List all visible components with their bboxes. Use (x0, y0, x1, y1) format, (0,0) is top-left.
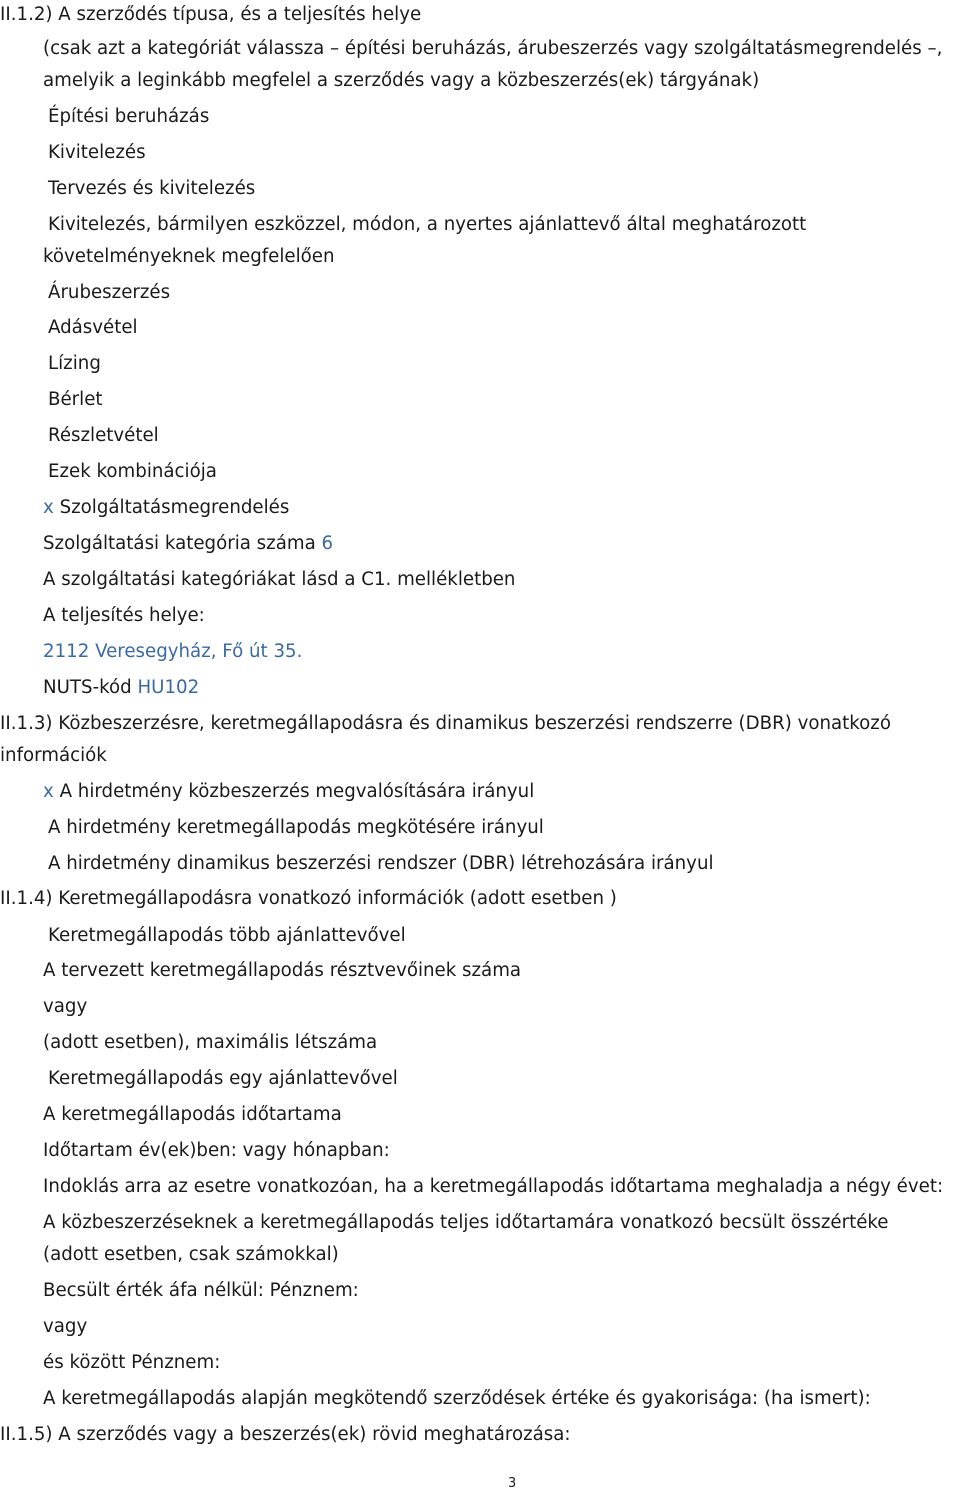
option-label: Szolgáltatásmegrendelés (59, 497, 290, 518)
nuts-code-value: HU102 (137, 677, 200, 698)
total-value-label-cont: (adott esetben, csak számokkal) (43, 1244, 339, 1265)
option-adasvetel: Adásvétel (48, 317, 138, 338)
place-of-performance-value: 2112 Veresegyház, Fő út 35. (43, 641, 303, 662)
section-heading-ii-1-3-cont: információk (0, 745, 107, 766)
option-keretmegallapodas: A hirdetmény keretmegállapodás megkötésére irányul (48, 817, 544, 838)
option-kivitelezes-barmilyen-cont: követelményeknek megfelelően (43, 246, 335, 267)
option-kombinacio: Ezek kombinációja (48, 461, 217, 482)
option-dbr: A hirdetmény dinamikus beszerzési rendszer (DBR) létrehozására irányul (48, 853, 714, 874)
service-category-note: A szolgáltatási kategóriákat lásd a C1. mellékletben (43, 569, 516, 590)
checkbox-mark: x (43, 497, 54, 518)
nuts-code-row (43, 677, 199, 699)
option-lizing: Lízing (48, 353, 101, 374)
section-heading-ii-1-3: II.1.3) Közbeszerzésre, keretmegállapodásra és dinamikus beszerzési rendszerre (DBR) vonatkozó (0, 713, 891, 734)
option-kivitelezes: Kivitelezés (48, 142, 146, 163)
option-tervezes-es-kivitelezes: Tervezés és kivitelezés (48, 178, 256, 199)
participants-count-label: A tervezett keretmegállapodás résztvevőinek száma (43, 960, 522, 981)
option-szolgaltatasmegrendeles (43, 497, 289, 519)
place-of-performance-label: A teljesítés helye: (43, 605, 205, 626)
section-heading-ii-1-4: II.1.4) Keretmegállapodásra vonatkozó információk (adott esetben ) (0, 888, 617, 909)
contract-value-frequency-label: A keretmegállapodás alapján megkötendő szerződések értéke és gyakorisága: (ha ismert): (43, 1388, 871, 1409)
section-heading-ii-1-2: II.1.2) A szerződés típusa, és a teljesítés helye (0, 4, 422, 25)
option-tobb-ajanlattevo: Keretmegállapodás több ajánlattevővel (48, 925, 406, 946)
estimated-value-label: Becsült érték áfa nélkül: Pénznem: (43, 1280, 359, 1301)
instruction-note-line-2: amelyik a leginkább megfelel a szerződés vagy a közbeszerzés(ek) tárgyának) (43, 70, 760, 91)
or-label: vagy (43, 1316, 88, 1337)
option-kivitelezes-barmilyen: Kivitelezés, bármilyen eszközzel, módon, a nyertes ajánlattevő által meghatározott (48, 214, 807, 235)
duration-label: A keretmegállapodás időtartama (43, 1104, 342, 1125)
range-currency-label: és között Pénznem: (43, 1352, 221, 1373)
nuts-code-label: NUTS-kód (43, 677, 132, 698)
service-category-label: Szolgáltatási kategória száma (43, 533, 316, 554)
option-label: A hirdetmény közbeszerzés megvalósítására irányul (59, 781, 535, 802)
section-heading-ii-1-5: II.1.5) A szerződés vagy a beszerzés(ek) rövid meghatározása: (0, 1424, 571, 1445)
option-egy-ajanlattevo: Keretmegállapodás egy ajánlattevővel (48, 1068, 398, 1089)
option-reszletvetel: Részletvétel (48, 425, 159, 446)
max-headcount-label: (adott esetben), maximális létszáma (43, 1032, 378, 1053)
option-berlet: Bérlet (48, 389, 103, 410)
service-category-row (43, 533, 333, 555)
page-number: 3 (508, 1476, 517, 1491)
or-label: vagy (43, 996, 88, 1017)
justification-label: Indoklás arra az esetre vonatkozóan, ha a keretmegállapodás időtartama meghaladja a négy évet: (43, 1176, 944, 1197)
total-value-label: A közbeszerzéseknek a keretmegállapodás teljes időtartamára vonatkozó becsült összértéke (43, 1212, 889, 1233)
service-category-value: 6 (321, 533, 334, 554)
option-kozbeszerzes (43, 781, 534, 803)
checkbox-mark: x (43, 781, 54, 802)
option-arubeszerzes: Árubeszerzés (48, 282, 171, 303)
instruction-note-line-1: (csak azt a kategóriát válassza – építési beruházás, árubeszerzés vagy szolgáltatásmegrendelés –, (43, 38, 943, 59)
option-epitesi-beruhazas: Építési beruházás (48, 106, 210, 127)
duration-years-months-label: Időtartam év(ek)ben: vagy hónapban: (43, 1140, 390, 1161)
